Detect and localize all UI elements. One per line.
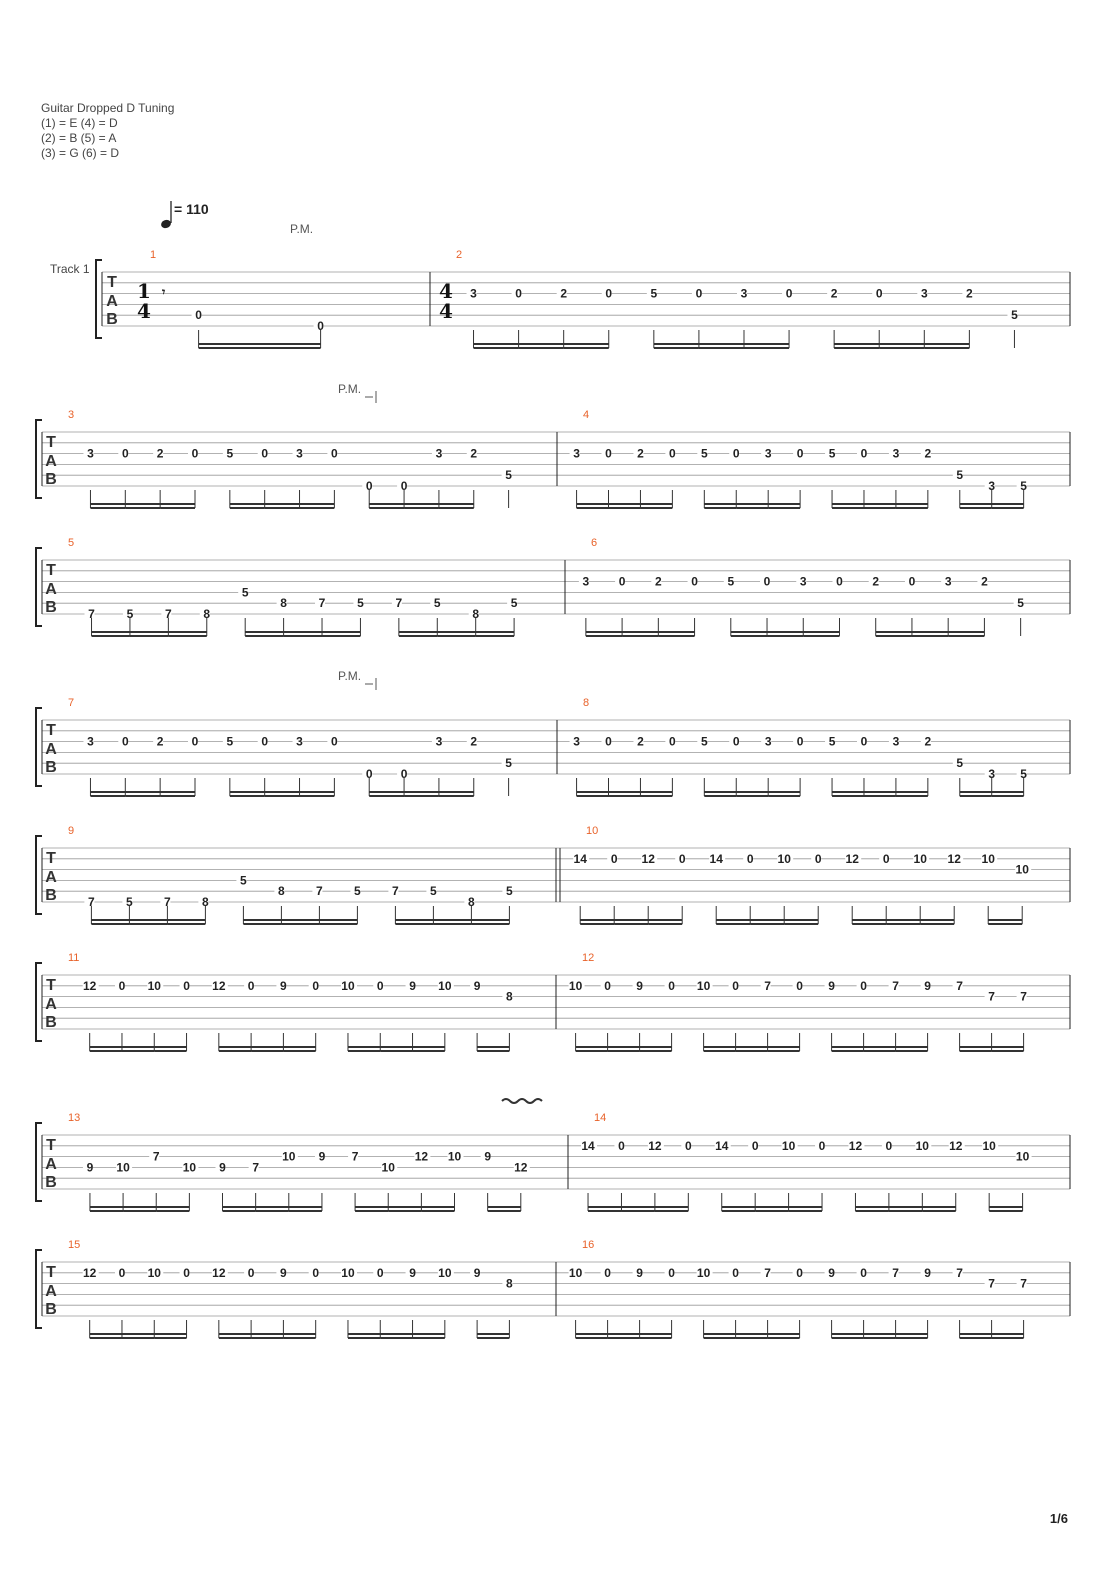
tab-note: 0: [376, 1265, 384, 1280]
staff-bracket: [36, 420, 42, 498]
tab-note: 0: [118, 1265, 126, 1280]
tab-note: 0: [183, 978, 190, 993]
tempo-marking: = 110: [174, 201, 209, 217]
tab-note: 8: [203, 607, 211, 621]
tab-note: 7: [956, 1265, 963, 1280]
tab-clef-a: A: [45, 453, 57, 470]
staff-bracket: [36, 1123, 42, 1201]
tab-note: 0: [191, 446, 199, 461]
tab-note: 2: [924, 734, 932, 749]
tab-note: 7: [1020, 1276, 1027, 1291]
tab-note: 3: [920, 286, 928, 301]
tab-note: 2: [560, 286, 568, 301]
tab-note: 0: [261, 446, 269, 461]
tab-note: 3: [582, 574, 590, 589]
tab-note: 14: [581, 1138, 595, 1153]
tab-note: 0: [183, 1265, 190, 1280]
tuning-title: Guitar Dropped D Tuning: [41, 101, 175, 115]
tab-clef-t: T: [46, 434, 56, 451]
tab-note: 2: [470, 446, 478, 461]
tab-note: 2: [872, 574, 880, 589]
palm-mute-label: P.M.: [290, 222, 314, 236]
tab-note: 10: [696, 1265, 711, 1280]
tab-note: 5: [354, 884, 361, 899]
tab-note: 0: [668, 1265, 675, 1280]
tab-note: 0: [908, 574, 916, 589]
tab-note: 10: [438, 978, 452, 993]
tab-note: 5: [650, 286, 658, 301]
tab-note: 7: [764, 1265, 771, 1280]
tab-note: 12: [848, 1138, 863, 1153]
tab-note: 14: [709, 851, 723, 866]
tab-note: 0: [796, 446, 804, 461]
tab-note: 10: [438, 1265, 452, 1280]
tab-note: 5: [828, 734, 836, 749]
staff-bracket: [36, 708, 42, 786]
tab-note: 0: [669, 734, 676, 749]
tab-note: 7: [892, 1265, 899, 1280]
tab-note: 5: [126, 895, 133, 909]
tab-note: 3: [573, 446, 580, 461]
measure-number: 10: [586, 825, 599, 837]
tab-note: 2: [637, 446, 644, 461]
tab-note: 0: [668, 978, 675, 993]
tab-note: 0: [247, 1265, 255, 1280]
tab-note: 0: [121, 734, 129, 749]
tab-note: 0: [814, 851, 822, 866]
tab-note: 0: [695, 286, 703, 301]
tab-note: 12: [641, 851, 655, 866]
tab-note: 9: [828, 978, 835, 993]
tab-note: 0: [605, 286, 613, 301]
tab-clef-b: B: [106, 311, 118, 328]
tab-note: 9: [409, 1265, 416, 1280]
tab-clef-b: B: [45, 599, 57, 616]
staff-bracket: [36, 836, 42, 914]
tab-note: 12: [648, 1138, 662, 1153]
tab-clef-b: B: [45, 1174, 57, 1191]
palm-mute-label: P.M.: [338, 382, 362, 396]
tab-note: 5: [510, 596, 518, 611]
tab-note: 2: [924, 446, 932, 461]
tab-note: 10: [341, 1265, 355, 1280]
tab-note: 7: [395, 596, 403, 611]
tab-note: 2: [830, 286, 838, 301]
rest-icon: 𝄾: [162, 285, 166, 299]
tab-note: 3: [573, 734, 580, 749]
time-signature-bottom: 4: [137, 299, 151, 323]
tab-note: 0: [618, 1138, 625, 1153]
tab-note: 12: [845, 851, 859, 866]
tab-clef-b: B: [45, 887, 57, 904]
tab-note: 3: [296, 446, 303, 461]
tab-note: 0: [885, 1138, 893, 1153]
tab-clef-a: A: [45, 581, 57, 598]
tab-note: 9: [924, 1265, 931, 1280]
tab-note: 10: [182, 1160, 197, 1175]
tab-note: 0: [763, 574, 771, 589]
tab-note: 0: [365, 479, 373, 493]
tab-note: 10: [147, 978, 161, 993]
tab-note: 2: [156, 446, 164, 461]
tab-note: 9: [409, 978, 416, 993]
tab-note: 8: [472, 607, 480, 621]
tab-clef-a: A: [45, 1283, 57, 1300]
tab-note: 10: [696, 978, 711, 993]
tab-note: 0: [331, 734, 338, 749]
tab-note: 0: [515, 286, 522, 301]
tab-note: 5: [226, 734, 234, 749]
tab-note: 0: [610, 851, 618, 866]
tab-note: 5: [241, 585, 249, 600]
tab-note: 5: [357, 596, 364, 611]
tab-note: 12: [947, 851, 961, 866]
tab-note: 9: [219, 1160, 226, 1175]
tab-note: 7: [165, 607, 172, 621]
tab-note: 10: [116, 1160, 130, 1175]
tab-note: 0: [732, 1265, 739, 1280]
measure-number: 15: [68, 1239, 81, 1251]
tab-note: 5: [1017, 596, 1024, 611]
tab-note: 7: [164, 895, 171, 909]
tab-note: 0: [732, 734, 740, 749]
measure-number: 7: [68, 697, 75, 709]
tab-note: 0: [605, 446, 612, 461]
tab-note: 10: [282, 1149, 296, 1164]
tab-note: 7: [988, 1276, 995, 1291]
measure-number: 14: [594, 1112, 607, 1124]
measure-number: 8: [583, 697, 590, 709]
tab-note: 3: [435, 446, 443, 461]
staff-bracket: [36, 1250, 42, 1328]
tab-note: 10: [1015, 1149, 1030, 1164]
tab-note: 12: [212, 1265, 226, 1280]
tab-note: 10: [568, 1265, 583, 1280]
tab-note: 0: [691, 574, 698, 589]
tab-note: 7: [892, 978, 899, 993]
tab-note: 5: [1011, 308, 1018, 323]
tab-note: 10: [981, 851, 995, 866]
tab-note: 5: [700, 446, 708, 461]
tab-note: 5: [126, 607, 134, 621]
tab-note: 10: [381, 1160, 395, 1175]
tab-note: 9: [473, 978, 481, 993]
tab-note: 0: [684, 1138, 692, 1153]
tab-note: 0: [818, 1138, 826, 1153]
tab-note: 3: [892, 446, 900, 461]
tab-note: 3: [296, 734, 303, 749]
tab-clef-a: A: [45, 1156, 57, 1173]
tab-note: 2: [637, 734, 644, 749]
tab-note: 7: [988, 989, 995, 1004]
page-number: 1/6: [1049, 1511, 1068, 1526]
tab-clef-a: A: [106, 293, 118, 310]
tab-note: 3: [764, 446, 772, 461]
measure-number: 3: [68, 409, 75, 421]
tab-note: 5: [1020, 767, 1027, 781]
measure-number: 13: [68, 1112, 81, 1124]
tab-note: 7: [88, 607, 95, 621]
tab-note: 5: [700, 734, 708, 749]
tab-note: 8: [506, 1276, 513, 1291]
tab-note: 0: [860, 734, 868, 749]
tab-note: 0: [732, 446, 740, 461]
tab-note: 5: [505, 468, 512, 483]
tab-note: 5: [505, 756, 512, 771]
tuning-line: (3) = G (6) = D: [41, 146, 120, 160]
tab-note: 12: [83, 1265, 97, 1280]
tab-note: 5: [727, 574, 735, 589]
tab-note: 0: [331, 446, 338, 461]
tab-note: 5: [433, 596, 441, 611]
tab-note: 5: [956, 756, 964, 771]
measure-number: 5: [68, 537, 75, 549]
tab-note: 0: [261, 734, 269, 749]
tab-note: 7: [764, 978, 771, 993]
tab-note: 3: [764, 734, 772, 749]
tab-note: 0: [746, 851, 754, 866]
staff-bracket: [96, 260, 102, 338]
tab-note: 0: [796, 734, 804, 749]
tab-note: 9: [924, 978, 931, 993]
tab-note: 7: [956, 978, 963, 993]
tab-note: 0: [751, 1138, 759, 1153]
tab-note: 12: [414, 1149, 429, 1164]
tab-note: 7: [316, 884, 323, 899]
tab-note: 9: [636, 1265, 643, 1280]
tab-note: 10: [341, 978, 355, 993]
tab-note: 2: [981, 574, 988, 589]
tab-note: 0: [317, 319, 324, 333]
tab-note: 12: [83, 978, 97, 993]
tab-note: 0: [860, 1265, 867, 1280]
tab-note: 9: [636, 978, 643, 993]
vibrato-icon: [502, 1099, 542, 1103]
tab-note: 14: [715, 1138, 729, 1153]
track-label: Track 1: [50, 262, 90, 276]
tab-note: 9: [86, 1160, 94, 1175]
measure-number: 1: [150, 249, 157, 261]
tab-note: 0: [860, 978, 867, 993]
tab-clef-t: T: [46, 977, 56, 994]
tab-note: 8: [280, 596, 287, 611]
tab-clef-b: B: [45, 471, 57, 488]
tab-note: 10: [147, 1265, 161, 1280]
staff-bracket: [36, 548, 42, 626]
tab-note: 7: [88, 895, 95, 909]
tab-note: 0: [376, 978, 384, 993]
tab-note: 0: [836, 574, 843, 589]
tab-note: 3: [988, 479, 996, 493]
measure-number: 11: [68, 952, 80, 964]
tab-note: 3: [87, 734, 94, 749]
tab-note: 0: [796, 978, 803, 993]
time-signature-bottom: 4: [439, 299, 453, 323]
tab-note: 7: [252, 1160, 260, 1175]
tab-note: 10: [781, 1138, 796, 1153]
tuning-line: (2) = B (5) = A: [41, 131, 117, 145]
tab-note: 10: [915, 1138, 929, 1153]
tab-clef-t: T: [46, 722, 56, 739]
tab-note: 8: [468, 895, 475, 909]
quarter-note-icon: [160, 219, 172, 230]
measure-number: 12: [582, 952, 595, 964]
tab-note: 0: [191, 734, 199, 749]
tab-clef-t: T: [46, 562, 56, 579]
tab-note: 7: [351, 1149, 359, 1164]
tab-note: 0: [875, 286, 883, 301]
tab-note: 3: [988, 767, 996, 781]
staff-bracket: [36, 963, 42, 1041]
tab-clef-a: A: [45, 996, 57, 1013]
tab-note: 0: [669, 446, 676, 461]
tab-clef-a: A: [45, 869, 57, 886]
tab-note: 5: [506, 884, 513, 899]
tab-note: 0: [247, 978, 255, 993]
tab-note: 12: [212, 978, 226, 993]
tab-note: 0: [121, 446, 129, 461]
tab-note: 5: [956, 468, 964, 483]
tab-clef-t: T: [107, 274, 117, 291]
tab-clef-b: B: [45, 759, 57, 776]
tab-note: 0: [605, 734, 612, 749]
tab-note: 2: [966, 286, 973, 301]
tab-note: 0: [618, 574, 626, 589]
time-signature-top: 1: [137, 279, 151, 303]
tab-note: 8: [278, 884, 285, 899]
time-signature-top: 4: [439, 279, 453, 303]
tab-note: 3: [87, 446, 94, 461]
tab-note: 0: [796, 1265, 803, 1280]
tab-note: 8: [202, 895, 209, 909]
tab-note: 7: [152, 1149, 160, 1164]
tab-note: 5: [1020, 479, 1027, 493]
tab-note: 0: [678, 851, 686, 866]
tab-note: 3: [944, 574, 952, 589]
tab-note: 10: [913, 851, 927, 866]
tab-note: 10: [777, 851, 791, 866]
tab-clef-t: T: [46, 850, 56, 867]
tab-note: 9: [280, 1265, 287, 1280]
tab-note: 0: [400, 479, 408, 493]
tab-note: 12: [949, 1138, 963, 1153]
tab-clef-t: T: [46, 1137, 56, 1154]
tab-note: 3: [799, 574, 807, 589]
tab-note: 14: [573, 851, 587, 866]
tab-note: 9: [318, 1149, 326, 1164]
measure-number: 9: [68, 825, 75, 837]
tab-note: 0: [312, 1265, 320, 1280]
tuning-line: (1) = E (4) = D: [41, 116, 118, 130]
tab-note: 3: [740, 286, 748, 301]
tab-note: 7: [318, 596, 326, 611]
tab-note: 0: [195, 308, 202, 323]
tab-note: 8: [506, 989, 513, 1004]
tab-note: 0: [882, 851, 890, 866]
tab-note: 12: [514, 1160, 528, 1175]
measure-number: 4: [583, 409, 590, 421]
tab-note: 10: [568, 978, 583, 993]
tab-note: 5: [226, 446, 234, 461]
tab-note: 0: [604, 978, 611, 993]
tab-note: 0: [860, 446, 868, 461]
tab-note: 9: [473, 1265, 481, 1280]
tab-note: 0: [732, 978, 739, 993]
tab-note: 5: [240, 873, 247, 888]
measure-number: 16: [582, 1239, 595, 1251]
tab-note: 10: [1015, 862, 1029, 877]
tab-note: 7: [392, 884, 399, 899]
tab-note: 5: [430, 884, 437, 899]
tab-note: 10: [447, 1149, 462, 1164]
tab-note: 0: [118, 978, 126, 993]
tab-note: 0: [365, 767, 373, 781]
tab-note: 3: [435, 734, 443, 749]
tab-note: 3: [470, 286, 477, 301]
tab-note: 2: [654, 574, 662, 589]
tab-note: 9: [280, 978, 287, 993]
tab-note: 0: [400, 767, 408, 781]
tab-note: 5: [828, 446, 836, 461]
tab-note: 9: [484, 1149, 492, 1164]
tab-note: 10: [982, 1138, 996, 1153]
measure-number: 2: [456, 249, 463, 261]
tab-note: 9: [828, 1265, 835, 1280]
tab-clef-a: A: [45, 741, 57, 758]
measure-number: 6: [591, 537, 598, 549]
tab-note: 2: [470, 734, 478, 749]
tab-clef-b: B: [45, 1014, 57, 1031]
tab-note: 7: [1020, 989, 1027, 1004]
palm-mute-label: P.M.: [338, 669, 362, 683]
tab-note: 0: [785, 286, 793, 301]
tab-note: 0: [604, 1265, 611, 1280]
tab-note: 0: [312, 978, 320, 993]
tab-note: 3: [892, 734, 900, 749]
tab-note: 2: [156, 734, 164, 749]
tab-clef-t: T: [46, 1264, 56, 1281]
tab-clef-b: B: [45, 1301, 57, 1318]
